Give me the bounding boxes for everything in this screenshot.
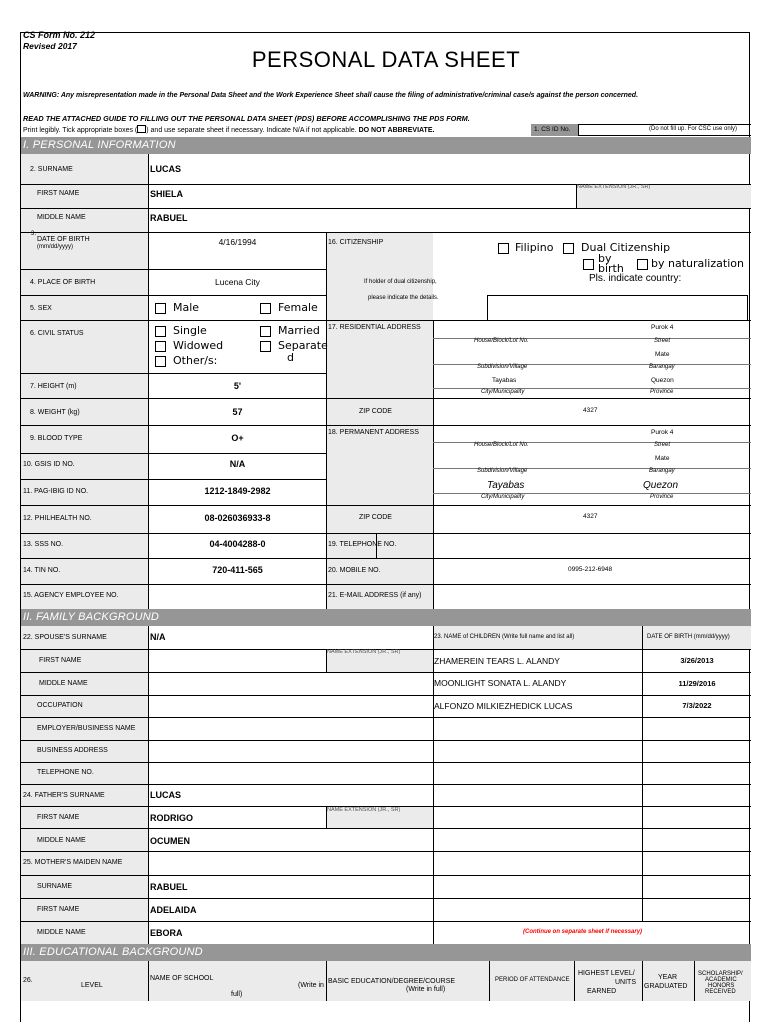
citizenship-naturalization-label: by naturalization	[651, 257, 744, 270]
perm-city-label: City/Municipality	[481, 494, 525, 500]
sex-female-checkbox[interactable]	[260, 303, 271, 314]
perm-barangay-label: Barangay	[649, 468, 675, 474]
father-middle-value: OCUMEN	[150, 836, 190, 846]
civil-married-checkbox[interactable]	[260, 326, 271, 337]
mother-first-label: FIRST NAME	[37, 906, 80, 913]
civil-single-label: Single	[173, 324, 207, 337]
child-3-name: ALFONZO MILKIEZHEDICK LUCAS	[434, 701, 573, 711]
education-level-header: LEVEL	[81, 982, 103, 989]
civil-single-checkbox[interactable]	[155, 326, 166, 337]
mother-surname-label: SURNAME	[37, 883, 73, 890]
res-house-value: Purok 4	[651, 324, 674, 331]
children-dob-header-label: DATE OF BIRTH (mm/dd/yyyy)	[647, 634, 730, 640]
education-year-1: YEAR	[658, 974, 678, 981]
section-personal-information: I. PERSONAL INFORMATION	[21, 137, 751, 154]
mobile-label: 20. MOBILE NO.	[328, 567, 381, 574]
instructions-text	[23, 125, 434, 134]
perm-province-label: Province	[650, 494, 674, 500]
mobile-value: 0995-212-6948	[568, 566, 613, 573]
dual-citizenship-note-1: If holder of dual citizenship,	[364, 279, 437, 285]
education-year-2: GRADUATED	[644, 983, 688, 990]
civil-other-label: Other/s:	[173, 354, 218, 367]
res-zip-value: 4327	[583, 407, 598, 414]
philhealth-label: 12. PHILHEALTH NO.	[23, 515, 92, 522]
philhealth-value: 08-026036933-8	[204, 513, 271, 523]
dob-label: DATE OF BIRTH	[37, 236, 90, 243]
perm-house-label: House/Block/Lot No.	[474, 442, 529, 448]
sex-male-label: Male	[173, 301, 200, 314]
citizenship-country-note: Pls. indicate country:	[589, 273, 682, 284]
personal-data-sheet	[20, 32, 750, 1022]
res-street-label: Street	[654, 338, 671, 344]
family-label-column	[21, 626, 148, 944]
sex-male-checkbox[interactable]	[155, 303, 166, 314]
tick-box-sample	[137, 125, 146, 133]
spouse-occupation-label: OCCUPATION	[37, 702, 83, 709]
education-highest-3: EARNED	[587, 988, 617, 995]
child-2-name: MOONLIGHT SONATA L. ALANDY	[434, 678, 567, 688]
residential-address-label: 17. RESIDENTIAL ADDRESS	[328, 324, 421, 331]
blood-type-label: 9. BLOOD TYPE	[30, 435, 83, 442]
perm-subdivision-label: Subdivision/Village	[477, 468, 528, 474]
dual-citizenship-note-2: please indicate the details.	[368, 295, 439, 301]
gsis-value: N/A	[229, 459, 246, 469]
citizenship-birth-label: birth	[598, 262, 624, 275]
name-extension-label: NAME EXTENSION (JR., SR)	[577, 184, 651, 190]
form-number: CS Form No. 212	[23, 30, 96, 40]
civil-status-label: 6. CIVIL STATUS	[30, 330, 84, 337]
education-highest-2: UNITS	[615, 979, 636, 986]
mother-middle-value: EBORA	[150, 928, 183, 938]
mother-maiden-label: 25. MOTHER'S MAIDEN NAME	[23, 859, 123, 866]
citizenship-filipino-label: Filipino	[515, 241, 554, 254]
res-province-label: Province	[650, 389, 674, 395]
dual-citizenship-country-field[interactable]	[488, 296, 746, 319]
father-first-value: RODRIGO	[150, 813, 194, 823]
height-value: 5'	[233, 381, 242, 391]
perm-street-value: Mate	[655, 455, 670, 462]
spouse-telephone-label: TELEPHONE NO.	[37, 769, 94, 776]
mother-middle-label: MIDDLE NAME	[37, 929, 86, 936]
continue-note: (Continue on separate sheet if necessary)	[523, 929, 643, 935]
height-label: 7. HEIGHT (m)	[30, 383, 77, 390]
civil-widowed-label: Widowed	[173, 339, 224, 352]
section-family-background: II. FAMILY BACKGROUND	[21, 609, 751, 626]
weight-label: 8. WEIGHT (kg)	[30, 409, 80, 416]
perm-city-value: Tayabas	[487, 480, 525, 491]
mother-surname-value: RABUEL	[150, 882, 188, 892]
surname-value: LUCAS	[150, 164, 181, 174]
res-subdivision-label: Subdivision/Village	[477, 364, 528, 370]
citizenship-label: 16. CITIZENSHIP	[328, 239, 384, 246]
form-revised: Revised 2017	[23, 41, 77, 51]
section-educational-background: III. EDUCATIONAL BACKGROUND	[21, 944, 751, 961]
citizenship-naturalization-checkbox[interactable]	[637, 259, 648, 270]
education-course-header: BASIC EDUCATION/DEGREE/COURSE	[328, 978, 456, 985]
civil-separated-wrap: d	[287, 351, 294, 364]
surname-label: 2. SURNAME	[30, 166, 73, 173]
citizenship-filipino-checkbox[interactable]	[498, 243, 509, 254]
agency-label: 15. AGENCY EMPLOYEE NO.	[23, 592, 119, 599]
res-house-label: House/Block/Lot No.	[474, 338, 529, 344]
middle-name-label: MIDDLE NAME	[37, 214, 86, 221]
first-name-value: SHIELA	[150, 189, 184, 199]
education-highest-1: HIGHEST LEVEL/	[578, 970, 635, 977]
perm-zip-label: ZIP CODE	[359, 514, 392, 521]
citizenship-dual-label: Dual Citizenship	[581, 241, 671, 254]
dob-format: (mm/dd/yyyy)	[37, 244, 73, 250]
first-name-label: FIRST NAME	[37, 190, 80, 197]
education-scholarship-2: ACADEMIC	[705, 977, 737, 983]
telephone-label: 19. TELEPHONE NO.	[328, 541, 397, 548]
spouse-middle-label: MIDDLE NAME	[39, 680, 88, 687]
pagibig-value: 1212-1849-2982	[204, 486, 271, 496]
guide-text: READ THE ATTACHED GUIDE TO FILLING OUT THE PERSONAL DATA SHEET (PDS) BEFORE ACCOMPLISHING THE PDS FORM.	[23, 114, 470, 123]
res-zip-label: ZIP CODE	[359, 408, 392, 415]
civil-other-checkbox[interactable]	[155, 356, 166, 367]
address-label-column	[326, 232, 433, 609]
father-middle-label: MIDDLE NAME	[37, 837, 86, 844]
spouse-surname-label: 22. SPOUSE'S SURNAME	[23, 634, 107, 641]
pob-value: Lucena City	[215, 277, 260, 287]
citizenship-dual-checkbox[interactable]	[563, 243, 574, 254]
perm-street-label: Street	[654, 442, 671, 448]
civil-status-options	[149, 321, 326, 373]
warning-text: WARNING: Any misrepresentation made in the Personal Data Sheet and the Work Experience Sheet shall cause the filing of administrative/criminal case/s against the person concerned.	[23, 92, 639, 99]
child-1-name: ZHAMEREIN TEARS L. ALANDY	[434, 656, 560, 666]
citizenship-by-birth-checkbox[interactable]	[583, 259, 594, 270]
education-number: 26.	[23, 977, 33, 984]
middle-name-value: RABUEL	[150, 213, 188, 223]
dob-number: 3.	[31, 231, 37, 237]
instructions-part-a: Print legibly. Tick appropriate boxes (	[23, 127, 138, 134]
spouse-business-address-label: BUSINESS ADDRESS	[37, 747, 108, 754]
spouse-employer-label: EMPLOYER/BUSINESS NAME	[37, 725, 136, 732]
citizenship-by-label: by	[598, 252, 612, 265]
pob-label: 4. PLACE OF BIRTH	[30, 279, 96, 286]
civil-separated-checkbox[interactable]	[260, 341, 271, 352]
child-3-dob: 7/3/2022	[682, 701, 712, 710]
civil-separated-label: Separate	[278, 339, 328, 352]
education-school-write: (Write in	[298, 982, 324, 989]
children-header-label: 23. NAME of CHILDREN (Write full name and list all)	[434, 634, 575, 640]
sex-female-label: Female	[278, 301, 318, 314]
weight-value: 57	[232, 407, 243, 417]
spouse-first-label: FIRST NAME	[39, 657, 82, 664]
instructions-bold: DO NOT ABBREVIATE.	[358, 127, 435, 134]
sex-label: 5. SEX	[30, 305, 52, 312]
permanent-address-label: 18. PERMANENT ADDRESS	[328, 429, 419, 436]
education-period-header: PERIOD OF ATTENDANCE	[495, 977, 570, 983]
mother-first-value: ADELAIDA	[150, 905, 197, 915]
sss-label: 13. SSS NO.	[23, 541, 64, 548]
gsis-label: 10. GSIS ID NO.	[23, 461, 75, 468]
res-province-value: Quezon	[651, 377, 674, 384]
father-name-ext-label: NAME EXTENSION (JR., SR)	[327, 807, 401, 813]
civil-married-label: Married	[278, 324, 320, 337]
sss-value: 04-4004288-0	[209, 539, 266, 549]
instructions-part-b: ) and use separate sheet if necessary. Indicate N/A if not applicable.	[146, 127, 357, 134]
dob-value: 4/16/1994	[218, 237, 257, 247]
cs-id-note: (Do not fill up. For CSC use only)	[649, 126, 738, 132]
education-scholarship-3: HONORS	[708, 983, 735, 989]
child-1-dob: 3/26/2013	[680, 656, 714, 665]
tin-label: 14. TIN NO.	[23, 567, 61, 574]
perm-house-value: Purok 4	[651, 429, 674, 436]
blood-type-value: O+	[231, 433, 244, 443]
education-school-header: NAME OF SCHOOL	[150, 975, 214, 982]
father-surname-value: LUCAS	[150, 790, 181, 800]
education-scholarship-4: RECEIVED	[705, 989, 736, 995]
page-title: PERSONAL DATA SHEET	[251, 47, 521, 72]
spouse-name-ext-label: NAME EXTENSION (JR., SR)	[327, 649, 401, 655]
res-city-label: City/Municipality	[481, 389, 525, 395]
child-2-dob: 11/29/2016	[678, 679, 716, 688]
spouse-surname-value: N/A	[150, 632, 166, 642]
res-street-value: Mate	[655, 351, 670, 358]
education-course-write: (Write in full)	[406, 986, 446, 993]
perm-province-value: Quezon	[643, 480, 679, 491]
perm-zip-value: 4327	[583, 513, 598, 520]
education-school-full: full)	[231, 991, 243, 998]
res-barangay-label: Barangay	[649, 364, 675, 370]
res-city-value: Tayabas	[492, 377, 517, 384]
tin-value: 720-411-565	[212, 565, 263, 575]
cs-id-label: 1. CS ID No.	[534, 126, 571, 133]
pagibig-label: 11. PAG-IBIG ID NO.	[23, 488, 89, 495]
father-first-label: FIRST NAME	[37, 814, 80, 821]
father-surname-label: 24. FATHER'S SURNAME	[23, 792, 105, 799]
education-scholarship-1: SCHOLARSHIP/	[698, 971, 743, 977]
civil-widowed-checkbox[interactable]	[155, 341, 166, 352]
email-label: 21. E-MAIL ADDRESS (if any)	[328, 592, 422, 599]
